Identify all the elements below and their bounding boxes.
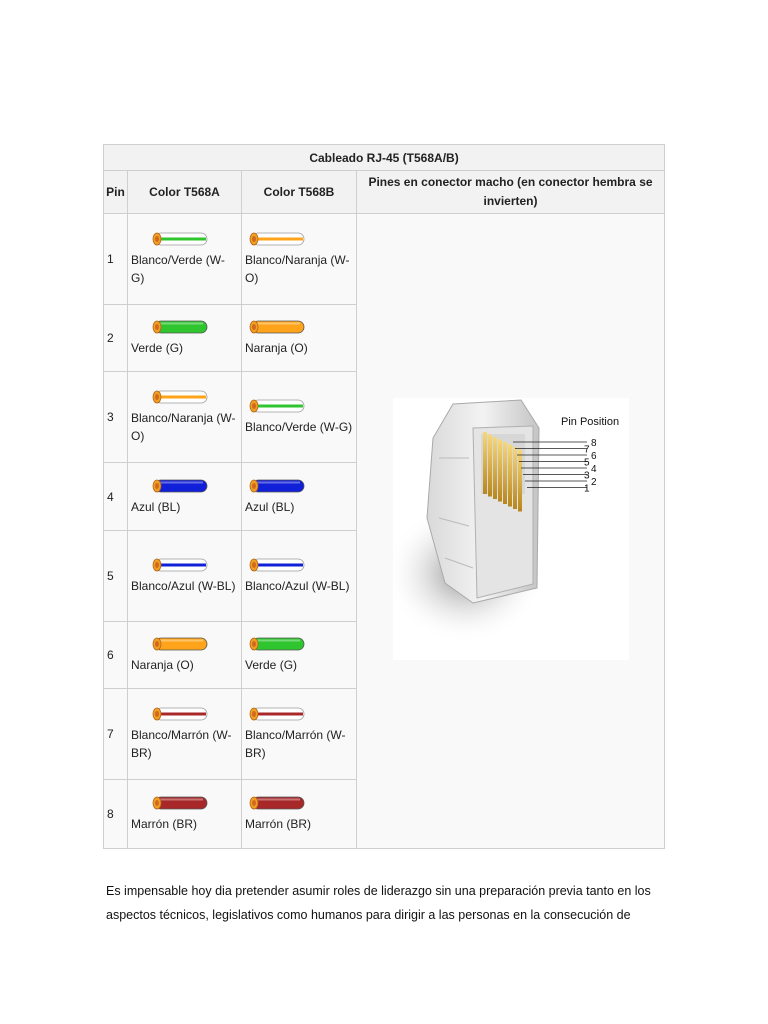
- wire-color-label: Verde (G): [131, 341, 184, 355]
- wire-color-label: Blanco/Verde (W-G): [245, 420, 353, 434]
- gold-contact: [518, 450, 522, 512]
- gold-contact: [503, 442, 507, 504]
- pin-number-label: 3: [583, 470, 590, 482]
- wire-color-label: Azul (BL): [131, 499, 181, 514]
- color-t568b-cell: [242, 372, 357, 463]
- color-t568a-cell: [128, 372, 242, 463]
- color-t568b-cell: [242, 622, 357, 689]
- pin-number-label: 5: [583, 457, 590, 469]
- wire-a-pin-7-icon: [151, 706, 209, 722]
- wire-color-label: Blanco/Marrón (W-BR): [131, 728, 232, 760]
- pin-number-cell: 5: [104, 531, 128, 622]
- pin-number-cell: 8: [104, 780, 128, 849]
- wire-color-label: Naranja (O): [245, 341, 308, 355]
- wire-b-pin-2-icon: [248, 319, 306, 335]
- wire-b-pin-1-icon: [248, 231, 306, 247]
- wire-color-label: Naranja (O): [131, 658, 194, 672]
- color-t568b-cell: [242, 305, 357, 372]
- color-t568a-cell: [128, 305, 242, 372]
- gold-contact: [508, 445, 512, 507]
- header-pin: Pin: [104, 171, 128, 214]
- wire-color-label: Azul (BL): [245, 499, 295, 514]
- gold-contact: [513, 447, 517, 509]
- color-t568a-cell: [128, 531, 242, 622]
- pin-position-label: Pin Position: [560, 416, 619, 428]
- wire-b-pin-5-icon: [248, 557, 306, 573]
- wire-color-label: Blanco/Verde (W-G): [131, 253, 225, 285]
- gold-contact: [498, 440, 502, 502]
- gold-contact: [488, 435, 492, 497]
- color-t568b-cell: [242, 689, 357, 780]
- wire-a-pin-1-icon: [151, 231, 209, 247]
- gold-contact: [483, 432, 487, 494]
- table-caption: Cableado RJ-45 (T568A/B): [104, 145, 665, 171]
- pin-number-label: 6: [590, 451, 597, 462]
- color-t568a-cell: [128, 463, 242, 531]
- color-t568b-cell: [242, 214, 357, 305]
- header-color-t568a: Color T568A: [128, 171, 242, 214]
- wire-a-pin-8-icon: [151, 795, 209, 811]
- connector-body: [427, 400, 539, 603]
- wire-a-pin-2-icon: [151, 319, 209, 335]
- color-t568b-cell: [242, 463, 357, 531]
- wire-a-pin-6-icon: [151, 636, 209, 652]
- pin-number-label: 2: [590, 477, 597, 488]
- table-row: [104, 214, 665, 305]
- wire-b-pin-7-icon: [248, 706, 306, 722]
- pin-number-cell: 2: [104, 305, 128, 372]
- pin-number-cell: 1: [104, 214, 128, 305]
- wire-color-label: Blanco/Naranja (W-O): [245, 253, 350, 285]
- color-t568a-cell: [128, 214, 242, 305]
- connector-image-cell: [357, 214, 665, 849]
- wire-b-pin-4-icon: [248, 478, 306, 494]
- wire-color-label: Blanco/Naranja (W-O): [131, 411, 236, 443]
- color-t568b-cell: [242, 531, 357, 622]
- color-t568b-cell: [242, 780, 357, 849]
- wire-a-pin-5-icon: [151, 557, 209, 573]
- wire-b-pin-3-icon: [248, 398, 306, 414]
- wire-color-label: Blanco/Azul (W-BL): [131, 579, 236, 593]
- color-t568a-cell: [128, 689, 242, 780]
- body-paragraph: Es impensable hoy dia pretender asumir roles de liderazgo sin una preparación previa tanto en los aspectos técnicos, legislativos como humanos para dirigir a las personas en la consecución de: [106, 884, 651, 922]
- color-t568a-cell: [128, 780, 242, 849]
- pin-number-cell: 6: [104, 622, 128, 689]
- pin-number-label: 8: [590, 438, 597, 449]
- pin-number-cell: 3: [104, 372, 128, 463]
- wire-a-pin-3-icon: [151, 389, 209, 405]
- wire-b-pin-6-icon: [248, 636, 306, 652]
- wire-color-label: Blanco/Marrón (W-BR): [245, 728, 346, 760]
- pin-number-label: 1: [583, 483, 590, 495]
- table-body: [104, 214, 665, 849]
- wire-color-label: Blanco/Azul (W-BL): [245, 579, 350, 593]
- header-connector-pins: Pines en conector macho (en conector hembra se invierten): [357, 171, 665, 214]
- wire-color-label: Marrón (BR): [245, 817, 312, 831]
- pin-number-labels: [584, 438, 597, 495]
- rj45-connector-image: [393, 398, 629, 660]
- wire-a-pin-4-icon: [151, 478, 209, 494]
- color-t568a-cell: [128, 622, 242, 689]
- pin-number-cell: 7: [104, 689, 128, 780]
- pin-number-label: 7: [583, 444, 590, 456]
- gold-contact: [493, 437, 497, 499]
- wire-color-label: Marrón (BR): [131, 817, 198, 831]
- rj45-wiring-table: [103, 144, 665, 849]
- header-color-t568b: Color T568B: [242, 171, 357, 214]
- pin-number-cell: 4: [104, 463, 128, 531]
- wire-color-label: Verde (G): [245, 658, 298, 672]
- pin-number-label: 4: [590, 464, 597, 475]
- wire-b-pin-8-icon: [248, 795, 306, 811]
